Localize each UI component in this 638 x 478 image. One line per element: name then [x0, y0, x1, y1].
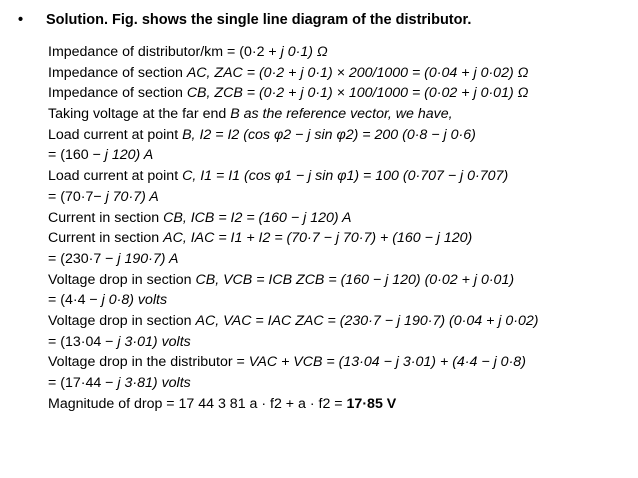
line-magnitude-of-drop [48, 394, 633, 415]
line-text-italic: B as the reference vector, we have, [230, 106, 453, 123]
line-voltage-drop-total-result [48, 373, 633, 394]
line-current-cb [48, 208, 633, 229]
line-text: = (13·04 − [48, 333, 118, 350]
line-voltage-drop-cb-result [48, 290, 633, 311]
solution-body [48, 42, 633, 414]
line-voltage-drop-total [48, 352, 633, 373]
line-text: = (230·7 − [48, 250, 118, 267]
line-impedance-per-km [48, 42, 633, 63]
line-text-italic: j 3·01) volts [117, 333, 191, 350]
line-text: Impedance of section [48, 85, 187, 102]
line-text-italic: B, I2 = I2 (cos φ2 − j sin φ2) = 200 (0·8 − j 0·6) [182, 126, 476, 143]
line-text: = (160 − [48, 147, 105, 164]
line-reference-vector [48, 104, 633, 125]
line-text: = (70·7− [48, 188, 106, 205]
line-text: Magnitude of drop = 17 44 3 81 a · f2 + a · f2 = [48, 395, 347, 412]
line-text-italic: AC, VAC = IAC ZAC = (230·7 − j 190·7) (0·04 + j 0·02) [195, 312, 539, 329]
line-text-italic: j 0·8) volts [101, 292, 168, 309]
solution-heading [18, 10, 628, 30]
line-text: Taking voltage at the far end [48, 106, 231, 123]
line-text-italic: AC, ZAC = (0·2 + j 0·1) × 200/1000 = (0·04 + j 0·02) Ω [186, 64, 529, 81]
line-load-current-c [48, 166, 633, 187]
line-text: Voltage drop in section [48, 312, 196, 329]
line-text-italic: C, I1 = I1 (cos φ1 − j sin φ1) = 100 (0·707 − j 0·707) [182, 168, 509, 185]
line-load-current-b [48, 125, 633, 146]
bullet-icon: • [18, 12, 24, 28]
line-text: Load current at point [48, 126, 183, 143]
heading-text: Solution. Fig. shows the single line diagram of the distributor. [46, 12, 472, 28]
line-text-italic: j 70·7) A [105, 188, 159, 205]
line-voltage-drop-ac [48, 311, 633, 332]
line-text: Voltage drop in section [48, 271, 196, 288]
line-voltage-drop-cb [48, 270, 633, 291]
line-voltage-drop-ac-result [48, 332, 633, 353]
final-answer: 17·85 V [346, 395, 397, 412]
line-text-italic: j 120) A [104, 147, 154, 164]
line-text: Current in section [48, 230, 164, 247]
line-text-italic: j 3·81) volts [117, 375, 191, 391]
line-text-italic: VAC + VCB = (13·04 − j 3·01) + (4·4 − j 0·8) [248, 354, 526, 371]
line-current-ac-result [48, 249, 633, 270]
line-text-italic: AC, IAC = I1 + I2 = (70·7 − j 70·7) + (160 − j 120) [163, 230, 473, 247]
line-text: Load current at point [48, 168, 183, 185]
line-text: Current in section [48, 209, 164, 226]
line-text-italic: CB, ICB = I2 = (160 − j 120) A [163, 209, 352, 226]
line-text: = (17·44 − [48, 375, 118, 391]
line-text: Impedance of section [48, 64, 187, 81]
line-load-current-b-result [48, 145, 633, 166]
line-text-italic: CB, ZCB = (0·2 + j 0·1) × 100/1000 = (0·02 + j 0·01) Ω [186, 85, 529, 102]
line-text: Voltage drop in the distributor = [48, 354, 249, 371]
line-load-current-c-result [48, 187, 633, 208]
line-text: = (4·4 − [48, 292, 102, 309]
line-current-ac [48, 228, 633, 249]
line-text-italic: CB, VCB = ICB ZCB = (160 − j 120) (0·02 + j 0·01) [195, 271, 515, 288]
line-text-italic: j 190·7) A [117, 250, 179, 267]
line-text: Impedance of distributor/km = (0·2 + [48, 44, 281, 60]
line-impedance-cb [48, 83, 633, 104]
line-text-italic: j 0·1) Ω [280, 44, 328, 60]
line-impedance-ac [48, 63, 633, 84]
